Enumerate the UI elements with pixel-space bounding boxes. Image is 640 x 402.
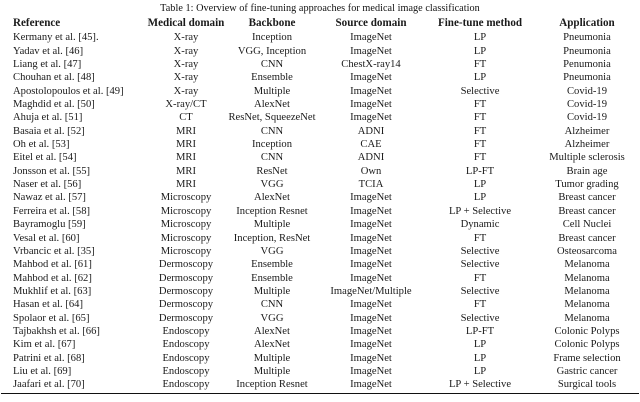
cell-fine-tune-method: LP <box>473 365 487 377</box>
cell-fine-tune-method: Selective <box>460 285 500 297</box>
cell-reference: Tajbakhsh et al. [66] <box>13 325 100 337</box>
cell-backbone: Ensemble <box>251 72 293 84</box>
cell-medical-domain: X-ray <box>173 32 199 44</box>
table-row <box>1 85 639 98</box>
cell-reference: Basaia et al. [52] <box>13 125 85 137</box>
table-row <box>1 71 639 84</box>
cell-medical-domain: Microscopy <box>160 245 212 257</box>
cell-application: Melanoma <box>564 299 610 311</box>
cell-source-domain: ADNI <box>357 152 385 164</box>
cell-source-domain: ImageNet <box>350 259 392 271</box>
table-row <box>1 178 639 191</box>
cell-source-domain: ImageNet <box>350 312 392 324</box>
table-row <box>1 378 639 393</box>
cell-source-domain: ImageNet <box>350 219 392 231</box>
table-header <box>1 17 639 30</box>
table-row <box>1 98 639 111</box>
table-row <box>1 138 639 151</box>
cell-reference: Eitel et al. [54] <box>13 152 77 164</box>
cell-backbone: Multiple <box>253 85 291 97</box>
cell-source-domain: ImageNet <box>350 339 392 351</box>
cell-application: Tumor grading <box>555 179 619 191</box>
cell-backbone: ResNet, SqueezeNet <box>228 112 316 124</box>
cell-fine-tune-method: LP <box>473 192 487 204</box>
cell-application: Breast cancer <box>558 232 616 244</box>
cell-backbone: Inception <box>251 139 292 151</box>
cell-backbone: Multiple <box>253 352 291 364</box>
cell-application: Multiple sclerosis <box>549 152 625 164</box>
cell-medical-domain: MRI <box>175 179 196 191</box>
cell-reference: Yadav et al. [46] <box>13 45 84 57</box>
cell-source-domain: ImageNet <box>350 72 392 84</box>
table-row <box>1 151 639 164</box>
cell-fine-tune-method: Dynamic <box>460 219 500 231</box>
cell-application: Breast cancer <box>558 205 616 217</box>
cell-medical-domain: Microscopy <box>160 192 212 204</box>
cell-fine-tune-method: FT <box>473 152 487 164</box>
table-row <box>1 165 639 178</box>
table-header-row <box>1 17 639 30</box>
cell-source-domain: ImageNet <box>350 85 392 97</box>
cell-reference: Maghdid et al. [50] <box>13 99 95 111</box>
cell-backbone: CNN <box>260 59 284 71</box>
cell-source-domain: ImageNet <box>350 365 392 377</box>
cell-backbone: VGG <box>260 312 284 324</box>
cell-application: Penumonia <box>563 59 611 71</box>
cell-source-domain: ImageNet <box>350 272 392 284</box>
cell-backbone: AlexNet <box>254 325 290 337</box>
table-row <box>1 191 639 204</box>
cell-fine-tune-method: LP <box>473 45 487 57</box>
cell-source-domain: ImageNet/Multiple <box>330 285 412 297</box>
table-row <box>1 205 639 218</box>
cell-reference: Oh et al. [53] <box>13 139 70 151</box>
column-header-fine-tune-method: Fine-tune method <box>437 17 523 29</box>
table-row <box>1 338 639 351</box>
table-caption: Table 1: Overview of fine-tuning approaches for medical image classification <box>160 3 480 14</box>
table-row <box>1 352 639 365</box>
cell-medical-domain: X-ray <box>173 72 199 84</box>
column-header-source-domain: Source domain <box>335 17 407 29</box>
cell-medical-domain: Dermoscopy <box>158 312 214 324</box>
cell-medical-domain: Endoscopy <box>162 352 210 364</box>
cell-application: Cell Nuclei <box>562 219 612 231</box>
cell-source-domain: ImageNet <box>350 299 392 311</box>
cell-application: Osteosarcoma <box>556 245 617 257</box>
cell-medical-domain: MRI <box>175 152 196 164</box>
table-row <box>1 245 639 258</box>
cell-backbone: VGG <box>260 245 284 257</box>
cell-backbone: AlexNet <box>254 339 290 351</box>
cell-backbone: VGG <box>260 179 284 191</box>
cell-source-domain: ImageNet <box>350 325 392 337</box>
cell-application: Covid-19 <box>566 112 608 124</box>
cell-fine-tune-method: LP-FT <box>465 325 495 337</box>
cell-reference: Chouhan et al. [48] <box>13 72 95 84</box>
cell-fine-tune-method: FT <box>473 112 487 124</box>
cell-fine-tune-method: LP-FT <box>465 165 495 177</box>
cell-backbone: Ensemble <box>251 259 293 271</box>
table-row <box>1 285 639 298</box>
column-header-application: Application <box>559 17 615 29</box>
cell-medical-domain: MRI <box>175 139 196 151</box>
fine-tuning-approaches-table <box>1 17 639 394</box>
cell-fine-tune-method: LP <box>473 72 487 84</box>
cell-application: Melanoma <box>564 285 610 297</box>
cell-application: Alzheimer <box>564 125 610 137</box>
cell-medical-domain: MRI <box>175 125 196 137</box>
cell-medical-domain: Dermoscopy <box>158 299 214 311</box>
cell-source-domain: ImageNet <box>350 352 392 364</box>
cell-application: Frame selection <box>553 352 621 364</box>
cell-fine-tune-method: Selective <box>460 85 500 97</box>
cell-reference: Mukhlif et al. [63] <box>13 285 92 297</box>
cell-backbone: CNN <box>260 125 284 137</box>
cell-fine-tune-method: LP <box>473 32 487 44</box>
cell-medical-domain: MRI <box>175 165 196 177</box>
cell-reference: Ahuja et al. [51] <box>13 112 83 124</box>
column-header-backbone: Backbone <box>248 17 296 29</box>
cell-medical-domain: X-ray <box>173 85 199 97</box>
table-body <box>1 30 639 393</box>
table-row <box>1 30 639 44</box>
table-row <box>1 218 639 231</box>
cell-medical-domain: Endoscopy <box>162 325 210 337</box>
cell-source-domain: ImageNet <box>350 232 392 244</box>
cell-medical-domain: CT <box>179 112 193 124</box>
cell-backbone: Inception, ResNet <box>233 232 311 244</box>
table-row <box>1 272 639 285</box>
cell-reference: Ferreira et al. [58] <box>13 205 91 217</box>
table-row <box>1 45 639 58</box>
cell-source-domain: CAE <box>360 139 382 151</box>
cell-reference: Vesal et al. [60] <box>13 232 80 244</box>
cell-reference: Jonsson et al. [55] <box>13 165 91 177</box>
cell-reference: Kermany et al. [45]. <box>13 32 99 44</box>
cell-reference: Patrini et al. [68] <box>13 352 85 364</box>
column-header-medical-domain: Medical domain <box>147 17 225 29</box>
cell-backbone: VGG, Inception <box>237 45 307 57</box>
cell-application: Covid-19 <box>566 85 608 97</box>
cell-reference: Vrbancic et al. [35] <box>13 245 95 257</box>
cell-medical-domain: Dermoscopy <box>158 259 214 271</box>
cell-medical-domain: Dermoscopy <box>158 272 214 284</box>
cell-backbone: Inception <box>251 32 292 44</box>
cell-application: Breast cancer <box>558 192 616 204</box>
cell-fine-tune-method: LP <box>473 179 487 191</box>
table-row <box>1 258 639 271</box>
cell-backbone: Multiple <box>253 285 291 297</box>
cell-fine-tune-method: Selective <box>460 312 500 324</box>
cell-backbone: CNN <box>260 152 284 164</box>
cell-backbone: AlexNet <box>254 99 290 111</box>
cell-fine-tune-method: FT <box>473 299 487 311</box>
cell-fine-tune-method: Selective <box>460 245 500 257</box>
cell-medical-domain: Endoscopy <box>162 365 210 377</box>
table-row <box>1 298 639 311</box>
table-row <box>1 232 639 245</box>
cell-reference: Mahbod et al. [62] <box>13 272 92 284</box>
cell-application: Pneumonia <box>563 32 611 44</box>
cell-source-domain: ChestX-ray14 <box>341 59 401 71</box>
cell-reference: Apostolopoulos et al. [49] <box>13 85 124 97</box>
table-row <box>1 312 639 325</box>
cell-fine-tune-method: FT <box>473 272 487 284</box>
cell-reference: Mahbod et al. [61] <box>13 259 92 271</box>
cell-source-domain: Own <box>360 165 382 177</box>
table-row <box>1 58 639 71</box>
cell-reference: Naser et al. [56] <box>13 179 82 191</box>
cell-application: Gastric cancer <box>556 365 618 377</box>
cell-reference: Hasan et al. [64] <box>13 299 84 311</box>
cell-medical-domain: X-ray <box>173 45 199 57</box>
cell-application: Melanoma <box>564 272 610 284</box>
cell-fine-tune-method: Selective <box>460 259 500 271</box>
cell-backbone: Multiple <box>253 365 291 377</box>
cell-reference: Nawaz et al. [57] <box>13 192 86 204</box>
cell-reference: Bayramoglu [59] <box>13 219 86 231</box>
cell-medical-domain: Microscopy <box>160 232 212 244</box>
cell-medical-domain: X-ray <box>173 59 199 71</box>
cell-source-domain: ImageNet <box>350 112 392 124</box>
cell-source-domain: TCIA <box>358 179 384 191</box>
cell-fine-tune-method: LP <box>473 339 487 351</box>
cell-source-domain: ImageNet <box>350 99 392 111</box>
cell-source-domain: ImageNet <box>317 378 425 393</box>
cell-source-domain: ImageNet <box>350 245 392 257</box>
cell-backbone: Ensemble <box>251 272 293 284</box>
cell-application: Melanoma <box>564 312 610 324</box>
cell-backbone: CNN <box>260 299 284 311</box>
cell-reference: Jaafari et al. [70] <box>1 378 145 393</box>
cell-fine-tune-method: FT <box>473 59 487 71</box>
cell-reference: Kim et al. [67] <box>13 339 76 351</box>
cell-backbone: AlexNet <box>254 192 290 204</box>
cell-fine-tune-method: LP <box>473 352 487 364</box>
table-row <box>1 111 639 124</box>
cell-medical-domain: Microscopy <box>160 219 212 231</box>
cell-medical-domain: Dermoscopy <box>158 285 214 297</box>
cell-reference: Liang et al. [47] <box>13 59 82 71</box>
cell-application: Pneumonia <box>563 72 611 84</box>
cell-application: Melanoma <box>564 259 610 271</box>
cell-fine-tune-method: LP + Selective <box>425 378 535 393</box>
cell-medical-domain: Microscopy <box>160 205 212 217</box>
column-header-reference: Reference <box>13 17 61 29</box>
cell-fine-tune-method: FT <box>473 139 487 151</box>
table-row <box>1 365 639 378</box>
cell-fine-tune-method: LP + Selective <box>448 205 512 217</box>
cell-backbone: ResNet <box>256 165 288 177</box>
cell-fine-tune-method: FT <box>473 99 487 111</box>
cell-fine-tune-method: FT <box>473 125 487 137</box>
cell-medical-domain: X-ray/CT <box>165 99 207 111</box>
cell-fine-tune-method: FT <box>473 232 487 244</box>
cell-application: Covid-19 <box>566 99 608 111</box>
cell-source-domain: ImageNet <box>350 45 392 57</box>
cell-backbone: Inception Resnet <box>236 205 308 217</box>
table-row <box>1 325 639 338</box>
cell-backbone: Multiple <box>253 219 291 231</box>
cell-application: Colonic Polyps <box>554 339 620 351</box>
cell-application: Pneumonia <box>563 45 611 57</box>
cell-backbone: Inception Resnet <box>227 378 317 393</box>
cell-reference: Spolaor et al. [65] <box>13 312 90 324</box>
cell-reference: Liu et al. [69] <box>13 365 72 377</box>
cell-medical-domain: Endoscopy <box>145 378 227 393</box>
cell-medical-domain: Endoscopy <box>162 339 210 351</box>
cell-source-domain: ImageNet <box>350 205 392 217</box>
cell-application: Surgical tools <box>535 378 639 393</box>
cell-source-domain: ADNI <box>357 125 385 137</box>
cell-source-domain: ImageNet <box>350 192 392 204</box>
cell-application: Brain age <box>566 165 608 177</box>
table-row <box>1 125 639 138</box>
cell-application: Colonic Polyps <box>554 325 620 337</box>
cell-source-domain: ImageNet <box>350 32 392 44</box>
cell-application: Alzheimer <box>564 139 610 151</box>
